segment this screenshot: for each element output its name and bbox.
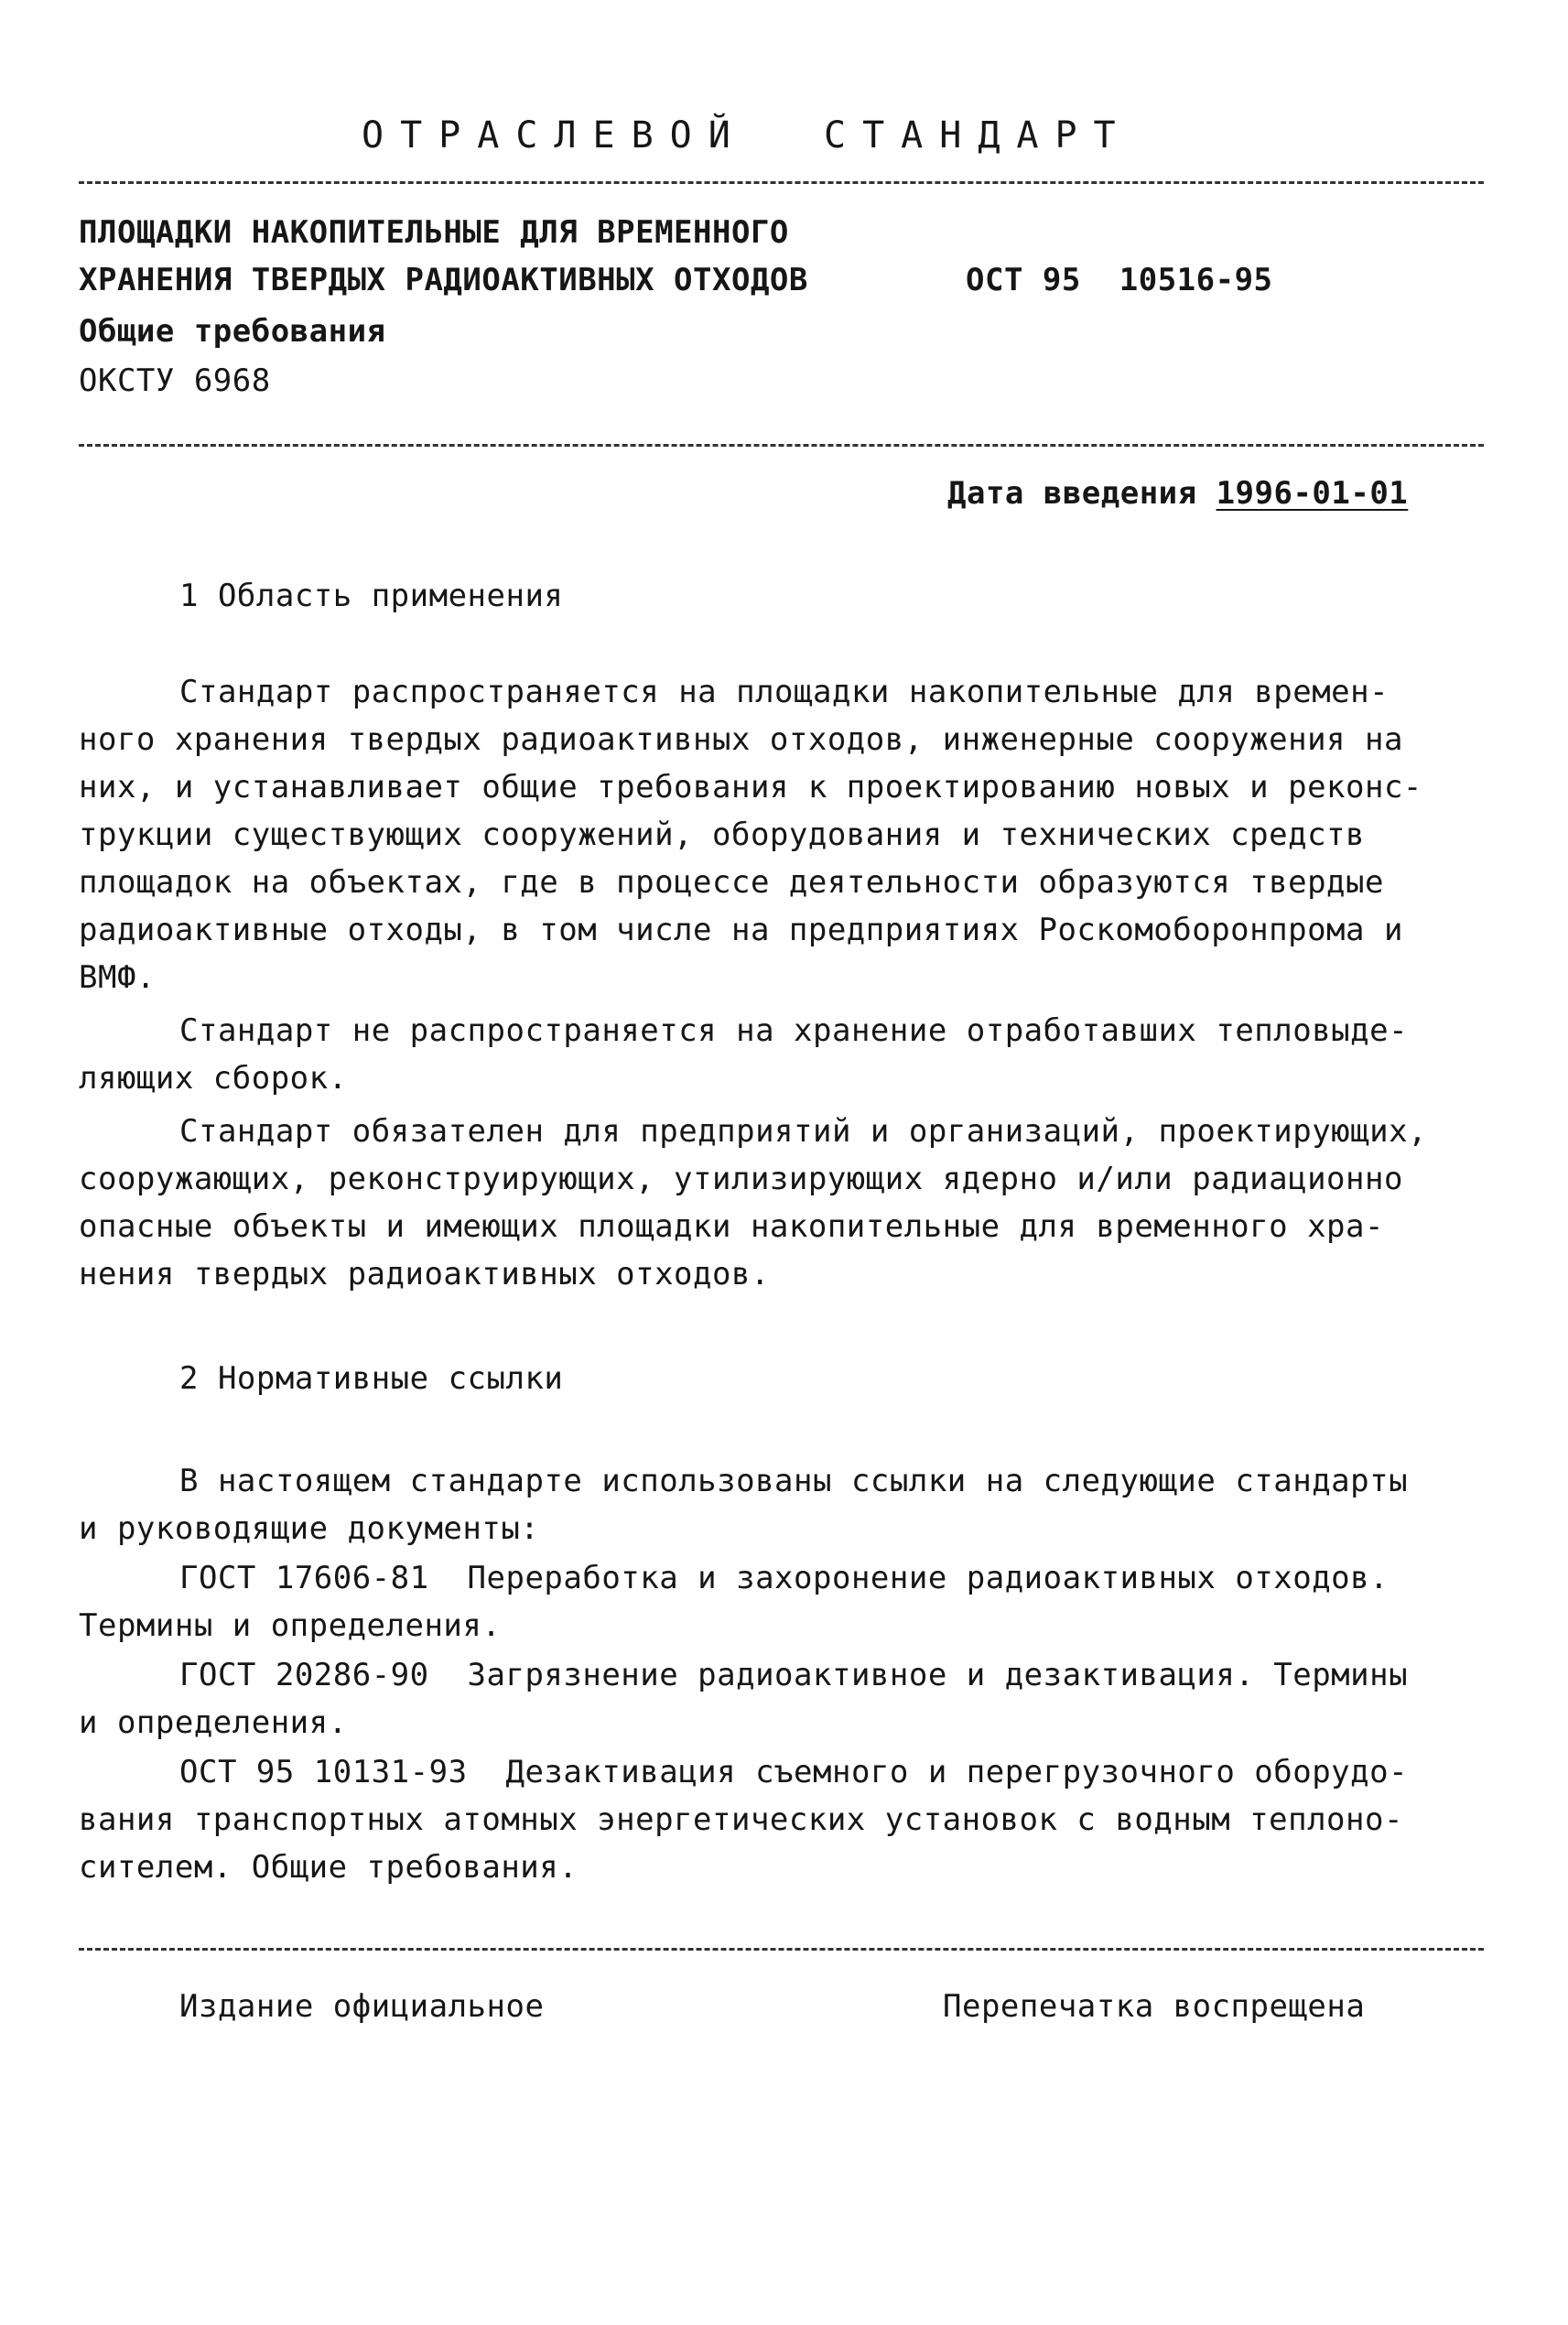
reference-line: Термины и определения.	[79, 1607, 502, 1644]
paragraph-line: площадок на объектах, где в процессе деятельности образуются твердые	[79, 864, 1384, 901]
subtitle: Общие требования	[79, 313, 386, 350]
standard-designation: ОСТ 95 10516-95	[966, 262, 1273, 298]
paragraph-line: опасные объекты и имеющих площадки накопительные для временного хра-	[79, 1208, 1384, 1245]
intro-date-value: 1996-01-01	[1216, 475, 1409, 512]
separator-middle	[79, 444, 1484, 447]
paragraph-line: трукции существующих сооружений, оборудования и технических средств	[79, 816, 1365, 853]
oksu-code: ОКСТУ 6968	[79, 362, 271, 399]
intro-date-label: Дата введения	[947, 475, 1217, 512]
separator-bottom	[79, 1948, 1484, 1951]
paragraph-line: ВМФ.	[79, 959, 156, 996]
paragraph-line: В настоящем стандарте использованы ссылки на следующие стандарты	[179, 1463, 1409, 1499]
separator-top	[79, 181, 1484, 184]
section-1-heading: 1 Область применения	[179, 578, 564, 614]
title-line-1: ПЛОЩАДКИ НАКОПИТЕЛЬНЫЕ ДЛЯ ВРЕМЕННОГО	[79, 214, 789, 251]
paragraph-line: радиоактивные отходы, в том числе на предприятиях Роскомоборонпрома и	[79, 912, 1403, 948]
reference-line: ГОСТ 20286-90 Загрязнение радиоактивное и дезактивация. Термины	[179, 1657, 1409, 1693]
paragraph-line: и руководящие документы:	[79, 1510, 540, 1547]
paragraph-line: сооружающих, реконструирующих, утилизирующих ядерно и/или радиационно	[79, 1161, 1403, 1197]
paragraph-line: нения твердых радиоактивных отходов.	[79, 1256, 770, 1292]
intro-date	[947, 470, 1408, 517]
reference-line: вания транспортных атомных энергетических установок с водным теплоно-	[79, 1801, 1403, 1838]
reprint-note: Перепечатка воспрещена	[943, 1988, 1366, 2025]
paragraph-line: них, и устанавливает общие требования к проектированию новых и реконс-	[79, 769, 1422, 806]
paragraph-line: ного хранения твердых радиоактивных отходов, инженерные сооружения на	[79, 721, 1403, 758]
reference-line: сителем. Общие требования.	[79, 1849, 579, 1886]
reference-line: ГОСТ 17606-81 Переработка и захоронение радиоактивных отходов.	[179, 1560, 1390, 1596]
paragraph-line: Стандарт не распространяется на хранение отработавших тепловыде-	[179, 1012, 1409, 1049]
industry-standard-header: ОТРАСЛЕВОЙ СТАНДАРТ	[362, 114, 1132, 157]
paragraph-line: ляющих сборок.	[79, 1060, 348, 1097]
reference-line: и определения.	[79, 1704, 348, 1741]
section-2-heading: 2 Нормативные ссылки	[179, 1360, 564, 1397]
reference-line: ОСТ 95 10131-93 Дезактивация съемного и перегрузочного оборудо-	[179, 1754, 1409, 1790]
edition-note: Издание официальное	[179, 1988, 545, 2025]
paragraph-line: Стандарт распространяется на площадки накопительные для времен-	[179, 674, 1390, 710]
paragraph-line: Стандарт обязателен для предприятий и организаций, проектирующих,	[179, 1113, 1428, 1150]
title-line-2: ХРАНЕНИЯ ТВЕРДЫХ РАДИОАКТИВНЫХ ОТХОДОВ	[79, 262, 808, 298]
